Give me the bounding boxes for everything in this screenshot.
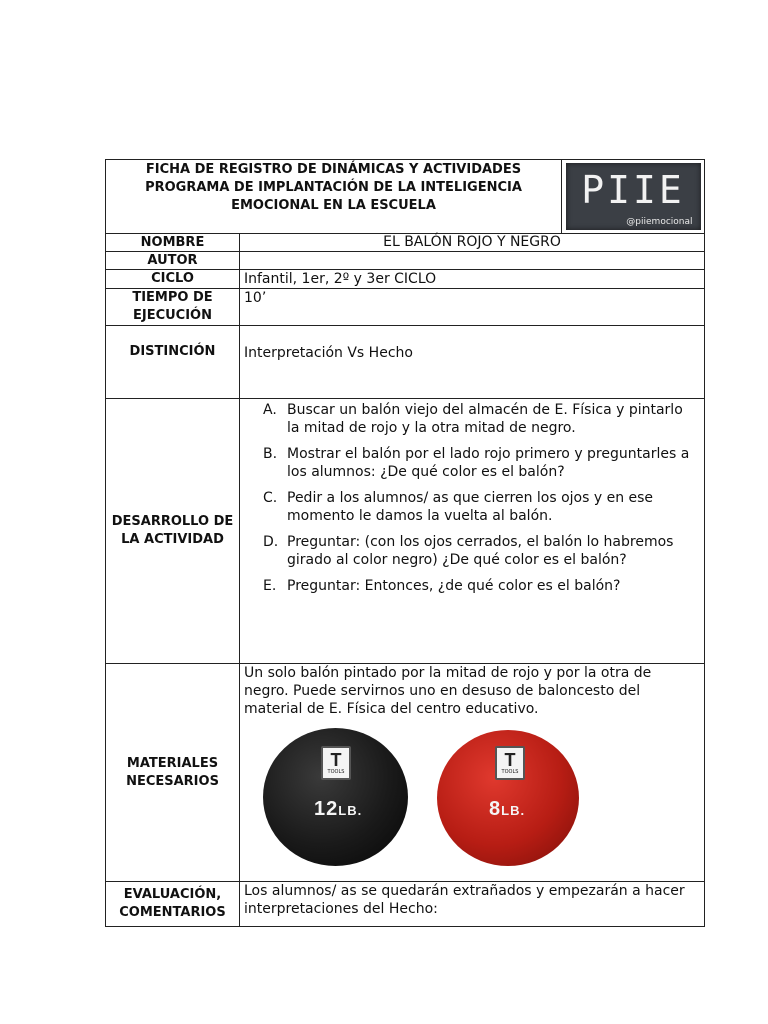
label-materiales-line-2: NECESARIOS — [126, 773, 219, 789]
steps-list — [240, 399, 704, 595]
sheet-header — [106, 160, 704, 234]
value-tiempo: 10’ — [244, 290, 267, 306]
ball-weight-label: 8LB. — [489, 798, 526, 820]
label-desarrollo-line-1: DESARROLLO DE — [111, 514, 234, 529]
row-distincion — [106, 326, 704, 399]
step-text: Buscar un balón viejo del almacén de E. Física y pintarlo la mitad de rojo y la otra mitad de negro. — [287, 402, 683, 436]
step-text: Preguntar: Entonces, ¿de qué color es el balón? — [287, 578, 621, 594]
label-materiales — [106, 664, 240, 881]
row-autor — [106, 252, 704, 270]
value-evaluacion: Los alumnos/ as se quedarán extrañados y empezarán a hacer interpretaciones del Hecho: — [244, 883, 685, 917]
label-desarrollo-line-2: LA ACTIVIDAD — [121, 532, 224, 547]
value-autor — [240, 252, 704, 269]
step-item — [263, 533, 698, 569]
row-desarrollo — [106, 399, 704, 664]
step-marker: C. — [263, 490, 278, 506]
step-marker: B. — [263, 446, 278, 462]
sheet-title — [106, 160, 562, 233]
row-materiales — [106, 664, 704, 882]
materiales-text: Un solo balón pintado por la mitad de rojo y por la otra de negro. Puede servirnos uno en desuso de baloncesto del material de E. Física del centro educativo. — [244, 665, 652, 717]
label-evaluacion-line-2: COMENTARIOS — [119, 905, 226, 920]
step-text: Pedir a los alumnos/ as que cierren los ojos y en ese momento le damos la vuelta al balón. — [287, 490, 654, 524]
step-item — [263, 445, 698, 481]
value-ciclo: Infantil, 1er, 2º y 3er CICLO — [244, 271, 437, 287]
logo-cell — [562, 160, 704, 233]
brand-t-icon: T TOOLS — [321, 746, 351, 780]
label-tiempo-line-1: TIEMPO DE — [132, 290, 213, 305]
steps-cell — [240, 399, 704, 663]
medicine-balls-photo — [244, 718, 700, 878]
activity-record-sheet — [105, 159, 705, 927]
step-marker: D. — [263, 534, 279, 550]
title-line-3: EMOCIONAL EN LA ESCUELA — [231, 198, 436, 213]
brand-t-icon: T TOOLS — [495, 746, 525, 780]
value-distincion: Interpretación Vs Hecho — [244, 345, 413, 361]
title-line-2: PROGRAMA DE IMPLANTACIÓN DE LA INTELIGENCIA — [145, 180, 522, 195]
label-tiempo-line-2: EJECUCIÓN — [132, 308, 212, 323]
piie-logo — [566, 163, 701, 230]
step-marker: E. — [263, 578, 277, 594]
row-nombre — [106, 234, 704, 252]
title-line-1: FICHA DE REGISTRO DE DINÁMICAS Y ACTIVIDADES — [145, 162, 522, 177]
ball-weight-label: 12LB. — [314, 798, 363, 820]
logo-word: PIIE — [581, 168, 685, 212]
label-evaluacion — [106, 882, 240, 926]
label-nombre: NOMBRE — [106, 234, 240, 251]
label-ciclo: CICLO — [106, 270, 240, 288]
label-autor: AUTOR — [106, 252, 240, 269]
label-desarrollo — [106, 399, 240, 663]
label-evaluacion-line-1: EVALUACIÓN, — [123, 887, 222, 902]
step-text: Mostrar el balón por el lado rojo primero y preguntarles a los alumnos: ¿De qué color es el balón? — [287, 446, 690, 480]
row-ciclo — [106, 270, 704, 289]
red-ball-image — [437, 730, 579, 866]
step-marker: A. — [263, 402, 277, 418]
row-tiempo — [106, 289, 704, 326]
logo-handle: @piiemocional — [626, 217, 693, 227]
materiales-cell — [240, 664, 704, 881]
label-materiales-line-1: MATERIALES — [126, 755, 219, 771]
black-ball-image — [263, 728, 408, 866]
label-distincion: DISTINCIÓN — [106, 326, 240, 398]
step-text: Preguntar: (con los ojos cerrados, el balón lo habremos girado al color negro) ¿De qué color es el balón? — [287, 534, 674, 568]
step-item — [263, 401, 698, 437]
label-tiempo — [106, 289, 240, 325]
row-evaluacion — [106, 882, 704, 926]
step-item — [263, 489, 698, 525]
value-nombre: EL BALÓN ROJO Y NEGRO — [383, 234, 561, 250]
step-item — [263, 577, 698, 595]
